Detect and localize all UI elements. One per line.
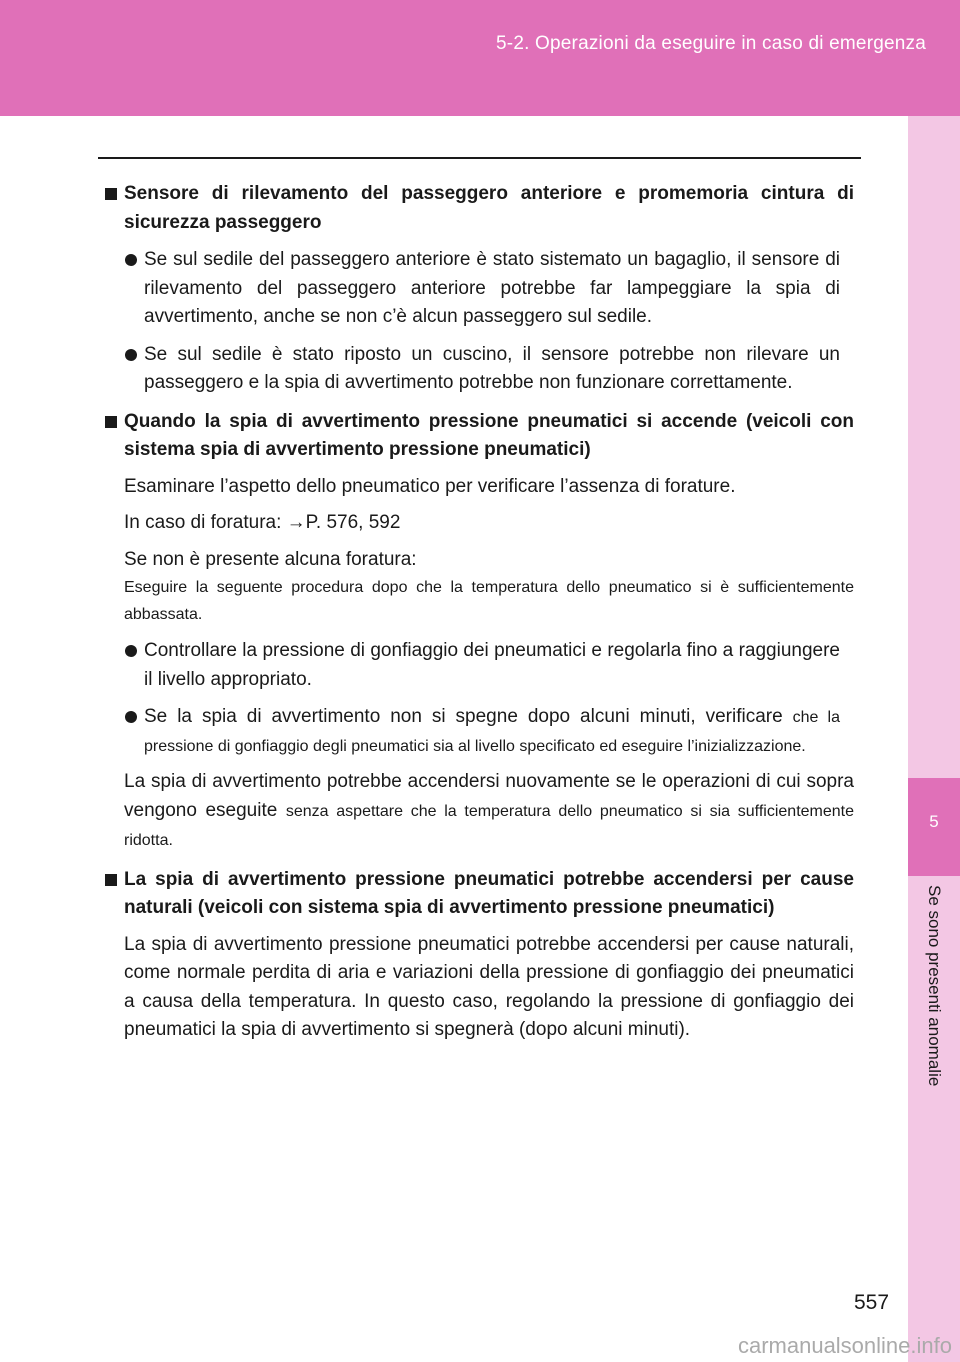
section-tire-pressure-warning — [104, 408, 854, 856]
list-item-text: Se la spia di avvertimento non si spegne dopo alcuni minuti, verificare — [144, 706, 783, 727]
heading-text: Sensore di rilevamento del passeggero anteriore e promemoria cintura di sicurezza passeggero — [124, 183, 854, 233]
page-reference: P. 576, 592 — [305, 512, 401, 533]
side-tab — [908, 116, 960, 1362]
section-heading — [104, 180, 854, 237]
round-bullet-icon — [125, 645, 137, 657]
chapter-label: Se sono presenti anomalie — [925, 885, 944, 1087]
watermark: carmanualsonline.info — [737, 1333, 952, 1358]
section-heading — [104, 408, 854, 465]
list-item — [104, 246, 854, 332]
paragraph-reference — [104, 509, 854, 538]
chapter-number: 5 — [929, 812, 939, 831]
list-item — [104, 703, 854, 760]
reference-prefix: In caso di foratura: — [124, 512, 287, 533]
paragraph: La spia di avvertimento pressione pneumatici potrebbe accendersi per cause naturali, come normale perdita di aria e variazioni della pressione di gonfiaggio dei pneumatici a causa della temperatura. In questo caso, regolando la pressione di gonfiaggio dei pneumatici la spia di avvertimento si spegnerà (dopo alcuni minuti). — [124, 933, 854, 1040]
list-item — [104, 637, 854, 694]
list-item-text-tail: che la pressione di gonfiaggio degli pneumatici sia al livello specificato ed eseguire l’inizializzazione. — [144, 709, 840, 755]
heading-text: Quando la spia di avvertimento pressione pneumatici si accende (veicoli con sistema spia di avvertimento pressione pneumatici) — [124, 410, 854, 460]
page-number: 557 — [854, 1291, 890, 1314]
heading-text: La spia di avvertimento pressione pneumatici potrebbe accendersi per cause naturali (veicoli con sistema spia di avvertimento pressione pneumatici) — [124, 868, 854, 918]
list-item-text: Controllare la pressione di gonfiaggio dei pneumatici e regolarla fino a raggiungere il livello appropriato. — [144, 640, 840, 690]
paragraph: Esaminare l’aspetto dello pneumatico per verificare l’assenza di forature. — [124, 475, 736, 497]
list-item-text: Se sul sedile è stato riposto un cuscino, il sensore potrebbe non rilevare un passeggero e la spia di avvertimento potrebbe non funzionare correttamente. — [144, 343, 840, 393]
square-bullet-icon — [105, 874, 117, 886]
square-bullet-icon — [105, 188, 117, 200]
paragraph-note: Eseguire la seguente procedura dopo che la temperatura dello pneumatico si è sufficientemente abbassata. — [124, 579, 854, 623]
square-bullet-icon — [105, 416, 117, 428]
list-item-text: Se sul sedile del passeggero anteriore è stato sistemato un bagaglio, il sensore di rilevamento del passeggero anteriore potrebbe far lampeggiare la spia di avvertimento, anche se non c’è alcun passeggero sul sedile. — [144, 249, 840, 327]
round-bullet-icon — [125, 349, 137, 361]
round-bullet-icon — [125, 254, 137, 266]
top-divider — [98, 157, 861, 159]
paragraph: Se non è presente alcuna foratura: — [124, 548, 417, 570]
header-band — [0, 0, 960, 116]
paragraph-text: La spia di avvertimento potrebbe accendersi nuovamente se le operazioni di cui sopra vengono eseguite — [124, 771, 854, 821]
section-natural-causes — [104, 866, 854, 1045]
paragraph-text-tail: senza aspettare che la temperatura dello pneumatico si sia sufficientemente ridotta. — [124, 802, 855, 849]
round-bullet-icon — [125, 711, 137, 723]
page-content — [104, 180, 854, 1055]
section-passenger-sensor — [104, 180, 854, 398]
list-item — [104, 341, 854, 398]
arrow-icon: → — [286, 512, 306, 533]
paragraph — [104, 768, 854, 856]
section-heading — [104, 866, 854, 923]
section-title: 5-2. Operazioni da eseguire in caso di emergenza — [496, 33, 926, 54]
